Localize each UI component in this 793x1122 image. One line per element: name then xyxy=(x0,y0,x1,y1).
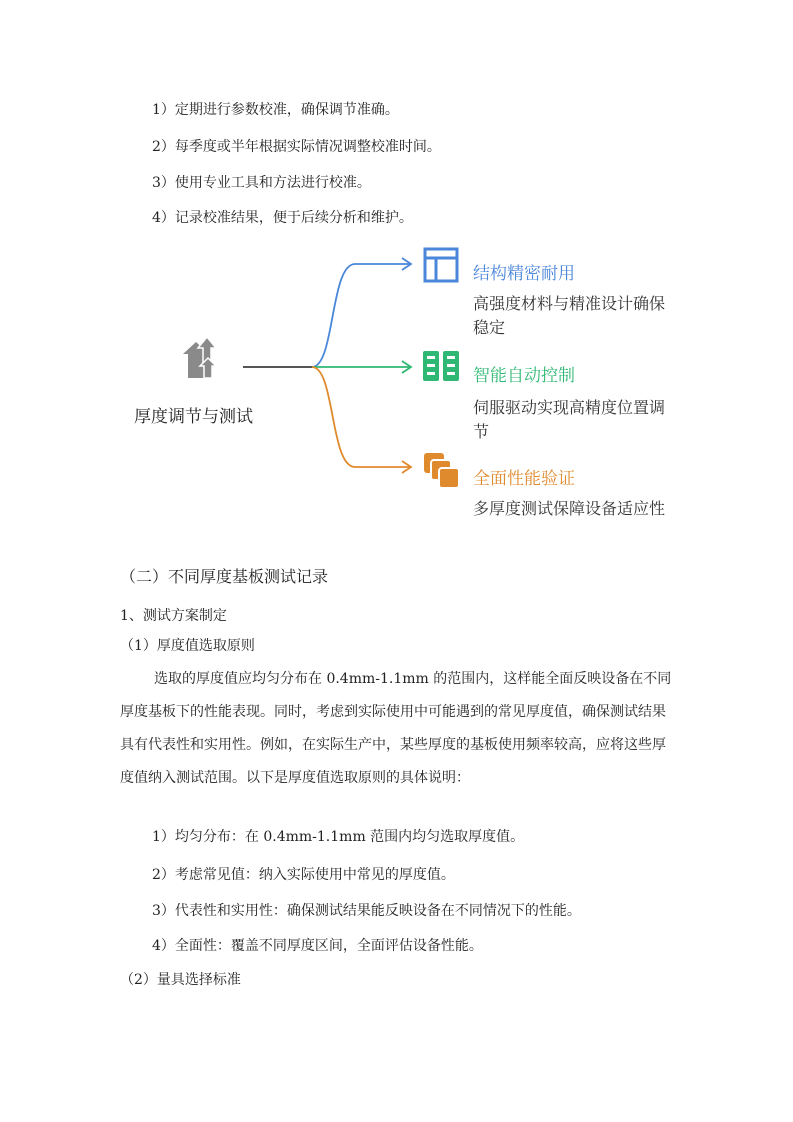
list1-item-4: 4）记录校准结果，便于后续分析和维护。 xyxy=(152,210,413,226)
branch-title-2: 智能自动控制 xyxy=(473,366,575,386)
subheading-1-1: （1）厚度值选取原则 xyxy=(120,638,255,654)
branch-desc-3: 多厚度测试保障设备适应性 xyxy=(473,499,666,518)
control-panel-icon xyxy=(423,351,459,381)
house-arrows-icon xyxy=(180,334,220,380)
list1-item-3: 3）使用专业工具和方法进行校准。 xyxy=(152,175,371,191)
window-layout-icon xyxy=(423,247,459,283)
branch-desc-1: 高强度材料与精准设计确保稳定 xyxy=(473,294,666,337)
list1-item-1: 1）定期进行参数校准，确保调节准确。 xyxy=(152,102,399,118)
body-paragraph-text: 选取的厚度值应均匀分布在 0.4mm-1.1mm 的范围内，这样能全面反映设备在不同厚度基板下的性能表现。同时，考虑到实际使用中可能遇到的常见厚度值，确保测试结果具有代表性和实用性。例如，在实际生产中，某些厚度的基板使用频率较高，应将这些厚度值纳入测试范围。以下是厚度值选取原则的具体说明： xyxy=(120,671,672,786)
layered-squares-icon xyxy=(423,452,461,490)
list2-item-3: 3）代表性和实用性：确保测试结果能反映设备在不同情况下的性能。 xyxy=(152,903,581,919)
diagram-root-label: 厚度调节与测试 xyxy=(134,407,253,427)
list2-item-1: 1）均匀分布：在 0.4mm-1.1mm 范围内均匀选取厚度值。 xyxy=(152,829,525,845)
section-heading: （二）不同厚度基板测试记录 xyxy=(120,567,329,586)
list2-item-2: 2）考虑常见值：纳入实际使用中常见的厚度值。 xyxy=(152,867,455,883)
branch-desc-2: 伺服驱动实现高精度位置调节 xyxy=(473,398,666,441)
mind-map-diagram xyxy=(0,0,793,560)
branch-line-1 xyxy=(312,264,410,367)
subheading-1: 1、测试方案制定 xyxy=(120,608,227,624)
mind-map-connectors xyxy=(0,0,793,560)
list1-item-2: 2）每季度或半年根据实际情况调整校准时间。 xyxy=(152,139,441,155)
body-paragraph xyxy=(120,663,672,795)
branch-line-3 xyxy=(312,367,410,467)
subheading-1-2: （2）量具选择标准 xyxy=(120,972,241,988)
list2-item-4: 4）全面性：覆盖不同厚度区间，全面评估设备性能。 xyxy=(152,938,483,954)
branch-title-1: 结构精密耐用 xyxy=(473,264,575,284)
branch-title-3: 全面性能验证 xyxy=(473,469,575,489)
